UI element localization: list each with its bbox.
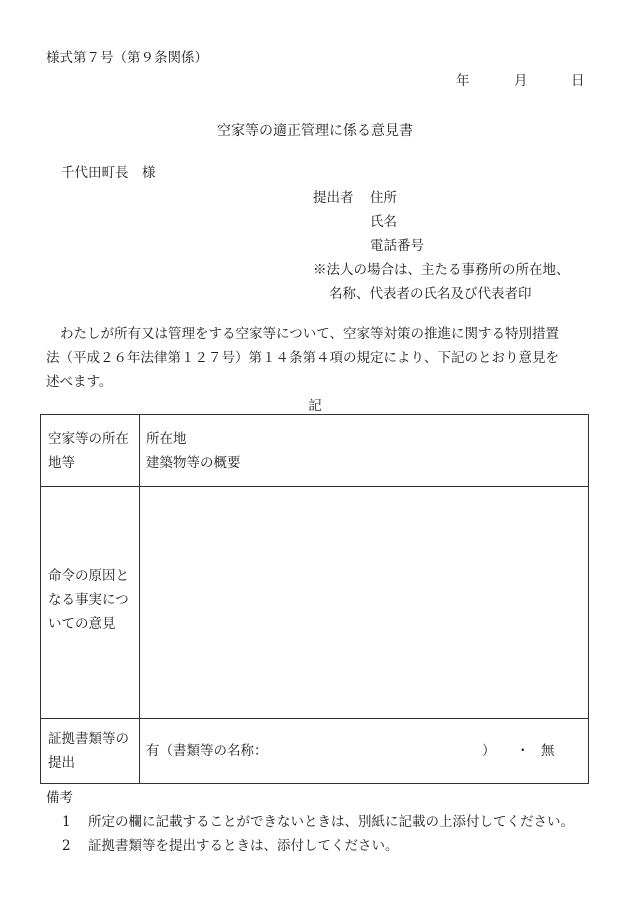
date-year-label: 年 bbox=[456, 73, 470, 89]
document-title: 空家等の適正管理に係る意見書 bbox=[217, 123, 413, 139]
note-item bbox=[62, 840, 399, 854]
opinion-label-line-3: いての意見 bbox=[48, 616, 116, 632]
corporate-note-line-1: ※法人の場合は、主たる事務所の所在地、 bbox=[313, 262, 570, 278]
date-day-label: 日 bbox=[571, 73, 585, 89]
statement-line-1: わたしが所有又は管理をする空家等について、空家等対策の推進に関する特別措置 bbox=[60, 326, 559, 342]
location-field[interactable] bbox=[146, 427, 241, 475]
table-row-divider bbox=[41, 718, 588, 719]
opinion-label-line-2: なる事実につ bbox=[48, 592, 129, 608]
notes-heading: 備考 bbox=[46, 790, 73, 806]
location-label-line-2: 地等 bbox=[48, 455, 75, 471]
addressee: 千代田町長 様 bbox=[61, 165, 156, 181]
note-item bbox=[62, 816, 574, 830]
evidence-label bbox=[48, 727, 140, 775]
statement-line-3: 述べます。 bbox=[46, 374, 113, 390]
note-text: 証拠書類等を提出するときは、添付してください。 bbox=[88, 838, 399, 854]
date-month-label: 月 bbox=[514, 73, 528, 89]
evidence-yes-option[interactable]: 有（書類等の名称： bbox=[146, 743, 268, 759]
ki-heading: 記 bbox=[308, 398, 322, 414]
note-number: 2 bbox=[62, 838, 71, 854]
evidence-label-line-2: 提出 bbox=[48, 755, 75, 771]
evidence-close-paren: ） bbox=[482, 743, 496, 759]
opinion-form-table bbox=[40, 414, 589, 784]
submitter-address-label: 住所 bbox=[370, 190, 397, 206]
opinion-field[interactable] bbox=[140, 487, 588, 717]
opinion-label-line-1: 命令の原因と bbox=[48, 568, 129, 584]
statement-paragraph bbox=[46, 322, 591, 394]
evidence-label-line-1: 証拠書類等の bbox=[48, 731, 129, 747]
evidence-separator: ・ bbox=[516, 743, 530, 759]
building-overview-label: 建築物等の概要 bbox=[146, 455, 241, 471]
statement-line-2: 法（平成２６年法律第１２７号）第１４条第４項の規定により、下記のとおり意見を bbox=[46, 350, 559, 366]
date-line bbox=[456, 75, 586, 91]
location-label bbox=[48, 427, 140, 475]
submitter-label: 提出者 bbox=[313, 190, 354, 206]
submitter-name-label: 氏名 bbox=[370, 214, 397, 230]
note-number: 1 bbox=[62, 814, 71, 830]
location-address-label: 所在地 bbox=[146, 431, 187, 447]
submitter-phone-label: 電話番号 bbox=[370, 238, 424, 254]
corporate-note-line-2: 名称、代表者の氏名及び代表者印 bbox=[329, 286, 532, 302]
form-number: 様式第７号（第９条関係） bbox=[46, 50, 208, 66]
evidence-no-option[interactable]: 無 bbox=[541, 743, 555, 759]
opinion-label bbox=[48, 564, 140, 636]
evidence-field[interactable] bbox=[146, 739, 586, 763]
note-text: 所定の欄に記載することができないときは、別紙に記載の上添付してください。 bbox=[88, 814, 574, 830]
location-label-line-1: 空家等の所在 bbox=[48, 431, 129, 447]
